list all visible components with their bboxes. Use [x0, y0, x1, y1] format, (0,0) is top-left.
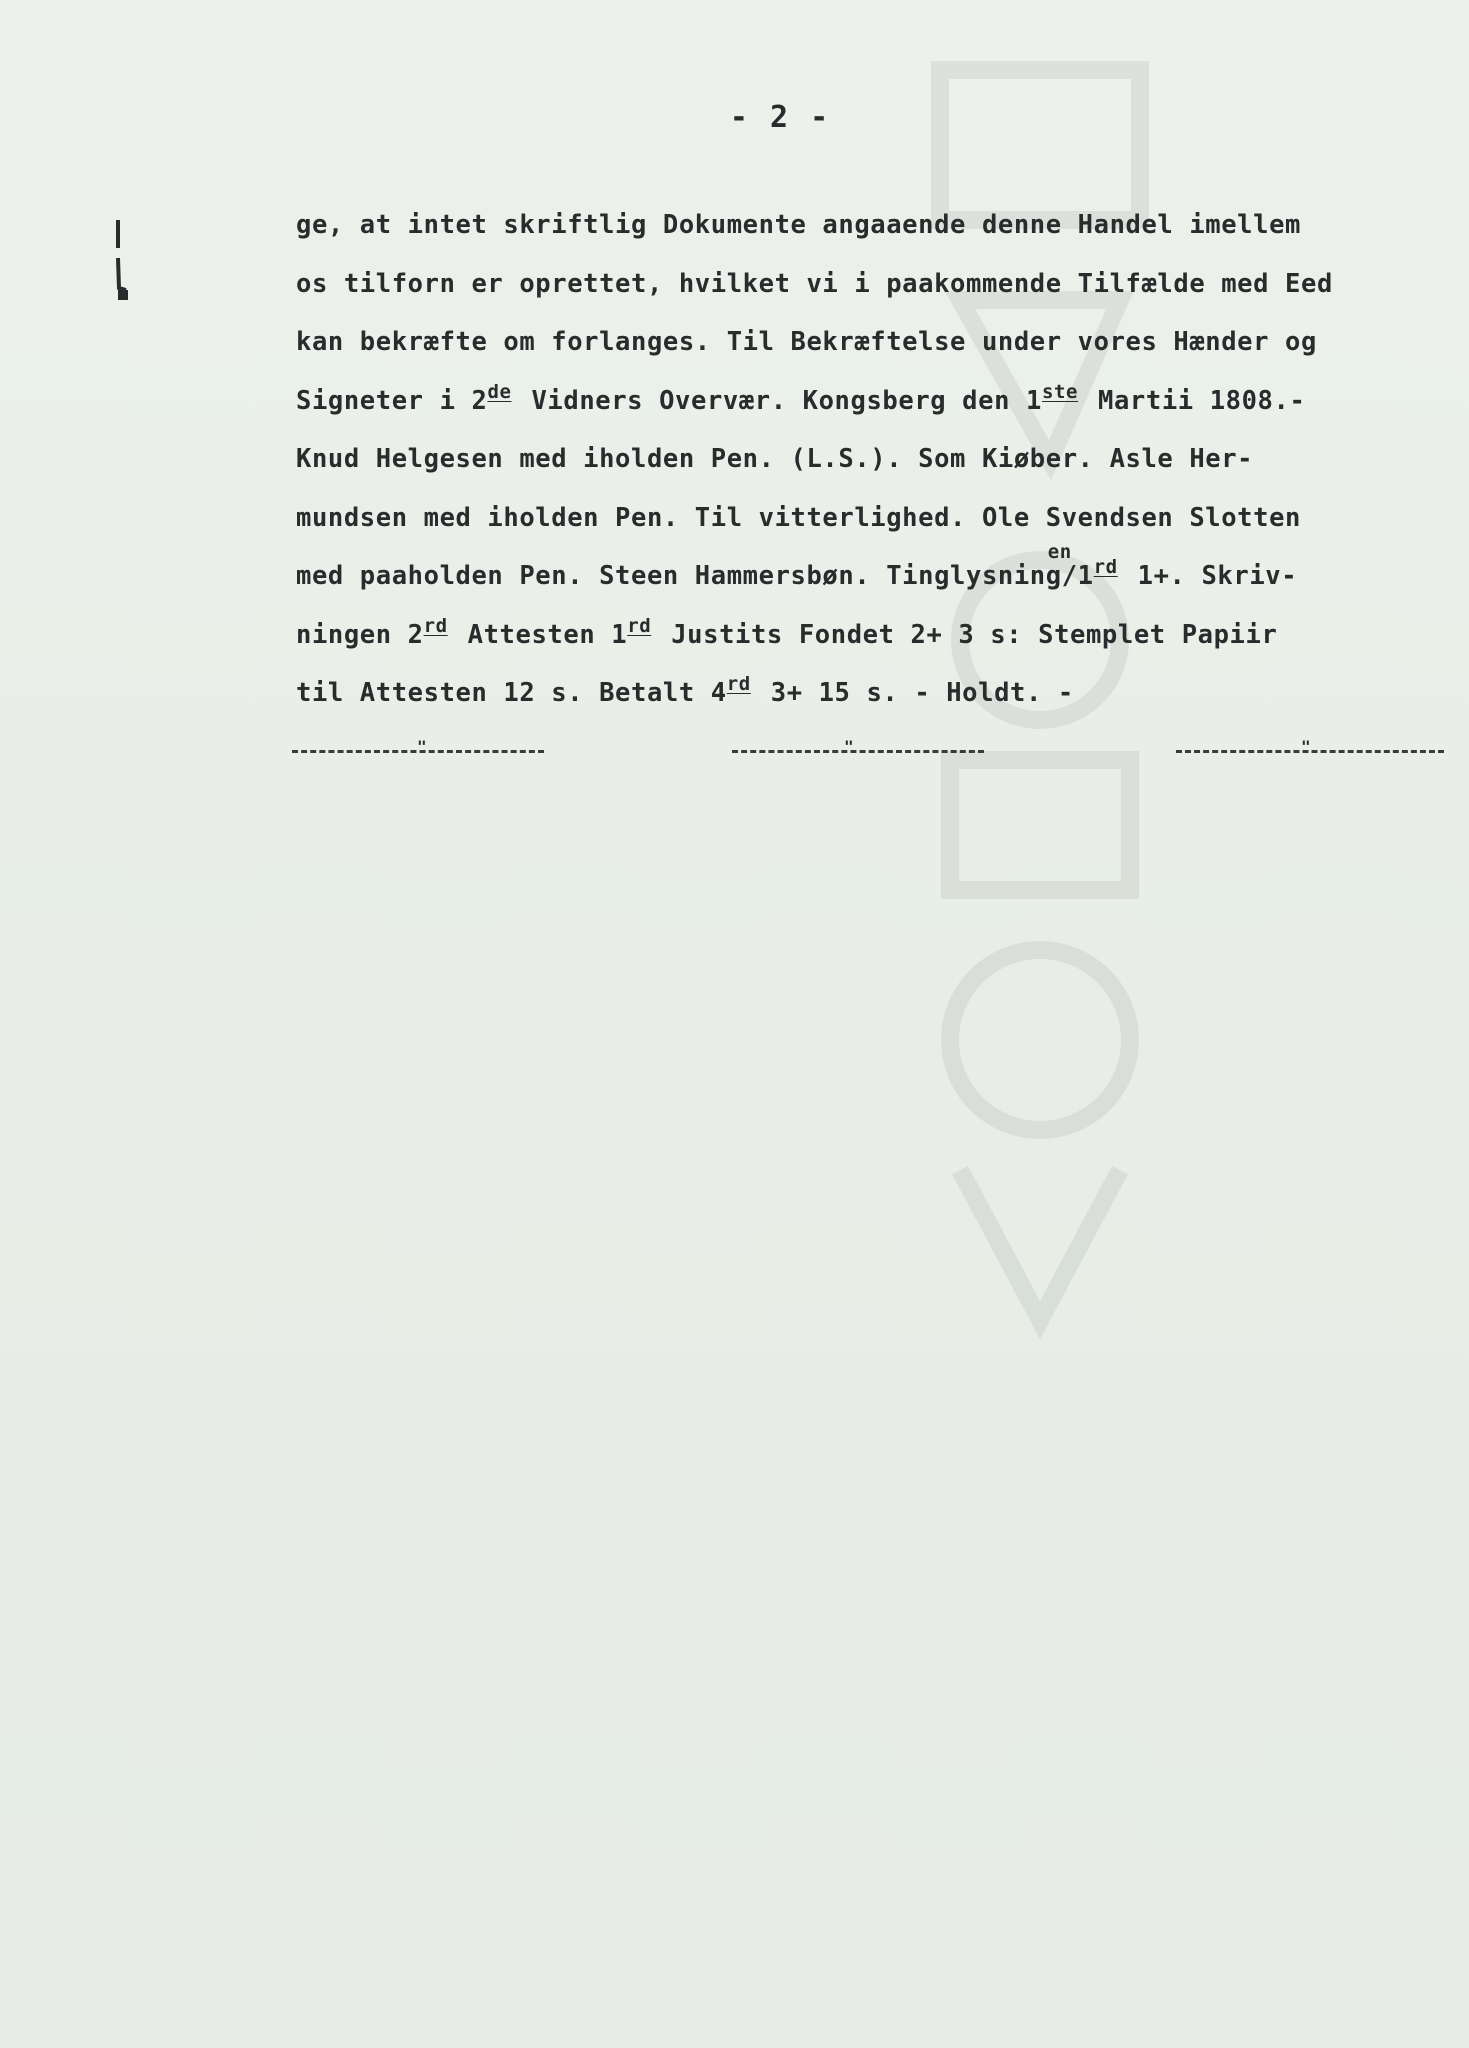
separator-center [732, 737, 984, 756]
text-line-8-part-b: Attesten 1 [451, 619, 628, 650]
text-line-4 [296, 372, 1446, 431]
text-line-7-part-c: 1+. Skriv- [1121, 561, 1298, 591]
superscript-ste: ste [1041, 380, 1079, 403]
overwritten-fraction [1047, 541, 1094, 606]
superscript-rd: rd [627, 614, 652, 637]
superscript-rd: rd [726, 673, 751, 695]
overwritten-en: en [1047, 541, 1072, 563]
text-line-4-part-b: Vidners Overvær. Kongsberg den 1 [515, 385, 1042, 416]
text-line-9 [296, 664, 1446, 723]
text-line-8-part-a: ningen 2 [296, 619, 424, 650]
separator-left [292, 737, 544, 756]
superscript-rd: rd [423, 614, 448, 637]
superscript-rd: rd [1093, 556, 1118, 578]
section-separators [0, 738, 1469, 768]
ditto-mark: " [1301, 737, 1311, 756]
text-line-1: ge, at intet skriftlig Dokumente angaaende denne Handel imellem [296, 210, 1301, 240]
text-line-8-part-c: Justits Fondet 2+ 3 s: Stemplet Papiir [655, 619, 1278, 650]
page-number: - 2 - [729, 100, 831, 135]
text-line-5: Knud Helgesen med iholden Pen. (L.S.). Som Kiøber. Asle Her- [296, 444, 1254, 474]
superscript-de: de [487, 380, 512, 403]
text-line-7-part-a: med paaholden Pen. Steen Hammersbøn. Tinglysning [296, 561, 1062, 591]
separator-right [1176, 737, 1444, 756]
text-line-2: os tilforn er oprettet, hvilket vi i paakommende Tilfælde med Eed [296, 268, 1333, 299]
text-line-7 [296, 541, 1446, 606]
text-line-8 [296, 606, 1446, 665]
text-line-3: kan bekræfte om forlanges. Til Bekræftelse under vores Hænder og [296, 327, 1317, 357]
ditto-mark: " [844, 737, 854, 756]
text-line-4-part-a: Signeter i 2 [296, 385, 488, 416]
text-line-9-part-a: til Attesten 12 s. Betalt 4 [296, 678, 727, 708]
text-line-7-part-b: /1 [1061, 561, 1094, 591]
margin-bracket-mark [110, 218, 130, 308]
typed-transcription [296, 196, 1446, 723]
ditto-mark: " [417, 737, 427, 756]
text-line-4-part-c: Martii 1808.- [1082, 385, 1306, 416]
text-line-9-part-b: 3+ 15 s. - Holdt. - [754, 678, 1074, 708]
text-line-6: mundsen med iholden Pen. Til vitterlighed. Ole Svendsen Slotten [296, 502, 1301, 533]
